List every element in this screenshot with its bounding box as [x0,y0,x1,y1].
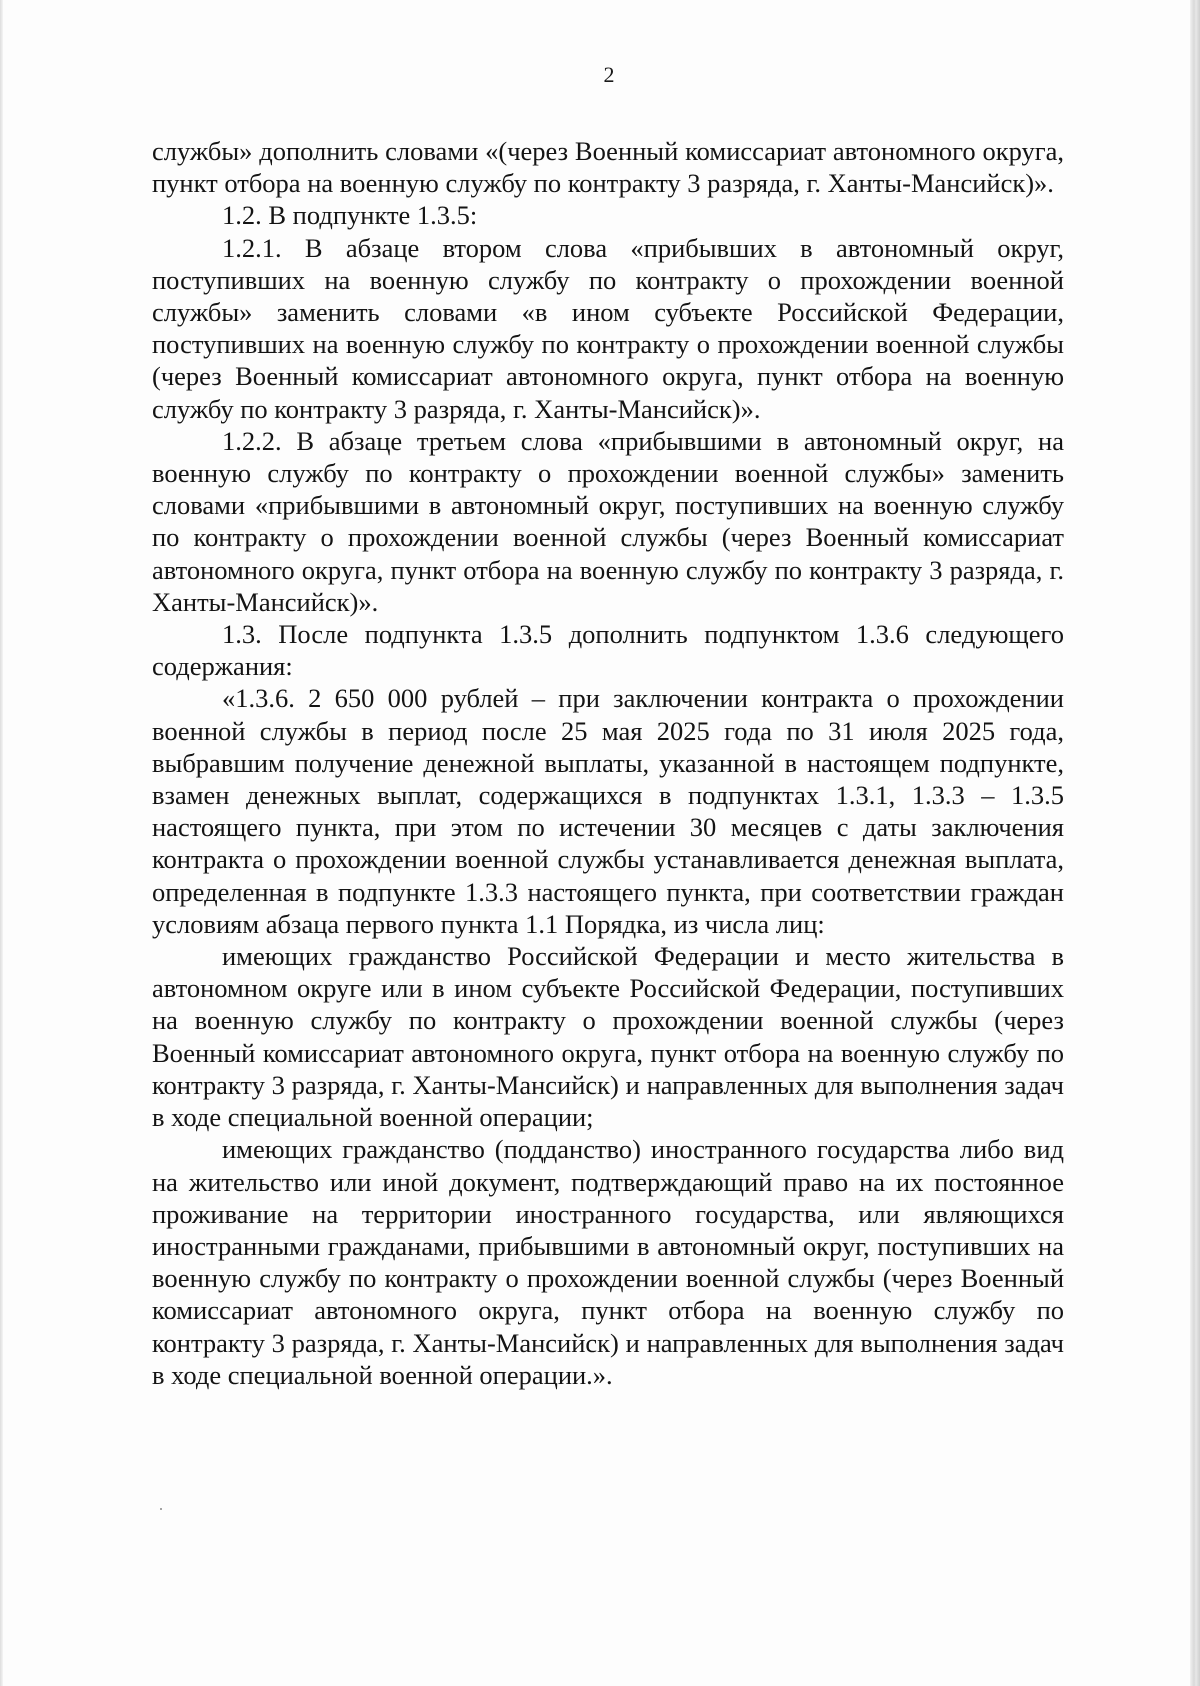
document-body [152,135,1064,1391]
paragraph-1-2-2: 1.2.2. В абзаце третьем слова «прибывшими в автономный округ, на военную службу по контракту о прохождении военной службы» заменить словами «прибывшими в автономный округ, поступивших на военную службу по контракту о прохождении военной службы (через Военный комиссариат автономного округа, пункт отбора на военную службу по контракту 3 разряда, г. Ханты-Мансийск)». [152,425,1064,617]
paragraph-citizens-rf: имеющих гражданство Российской Федерации и место жительства в автономном округе или в ином субъекте Российской Федерации, поступивших на военную службу по контракту о прохождении военной службы (через Военный комиссариат автономного округа, пункт отбора на военную службу по контракту 3 разряда, г. Ханты-Мансийск) и направленных для выполнения задач в ходе специальной военной операции; [152,941,1064,1133]
paragraph-foreign-citizens: имеющих гражданство (подданство) иностранного государства либо вид на жительство или иной документ, подтверждающий право на их постоянное проживание на территории иностранного государства, или являющихся иностранными гражданами, прибывшими в автономный округ, поступивших на военную службу по контракту о прохождении военной службы (через Военный комиссариат автономного округа, пункт отбора на военную службу по контракту 3 разряда, г. Ханты-Мансийск) и направленных для выполнения задач в ходе специальной военной операции.». [152,1134,1064,1390]
paragraph-continuation: службы» дополнить словами «(через Военный комиссариат автономного округа, пункт отбора на военную службу по контракту 3 разряда, г. Ханты-Мансийск)». [152,136,1064,199]
page-number: 2 [603,62,615,87]
scan-edge-left [0,0,3,1686]
paragraph-1-3: 1.3. После подпункта 1.3.5 дополнить подпунктом 1.3.6 следующего содержания: [152,619,1064,682]
paragraph-1-2: 1.2. В подпункте 1.3.5: [222,200,478,231]
paragraph-1-2-1: 1.2.1. В абзаце втором слова «прибывших в автономный округ, поступивших на военную службу по контракту о прохождении военной службы» заменить словами «в ином субъекте Российской Федерации, поступивших на военную службу по контракту о прохождении военной службы (через Военный комиссариат автономного округа, пункт отбора на военную службу по контракту 3 разряда, г. Ханты-Мансийск)». [152,232,1064,424]
paragraph-1-3-6: «1.3.6. 2 650 000 рублей – при заключении контракта о прохождении военной службы в период после 25 мая 2025 года по 31 июля 2025 года, выбравшим получение денежной выплаты, указанной в настоящем подпункте, взамен денежных выплат, содержащихся в подпунктах 1.3.1, 1.3.3 – 1.3.5 настоящего пункта, при этом по истечении 30 месяцев с даты заключения контракта о прохождении военной службы устанавливается денежная выплата, определенная в подпункте 1.3.3 настоящего пункта, при соответствии граждан условиям абзаца первого пункта 1.1 Порядка, из числа лиц: [152,683,1064,939]
scan-edge-right [1190,0,1200,1686]
scan-speck [160,1508,162,1510]
